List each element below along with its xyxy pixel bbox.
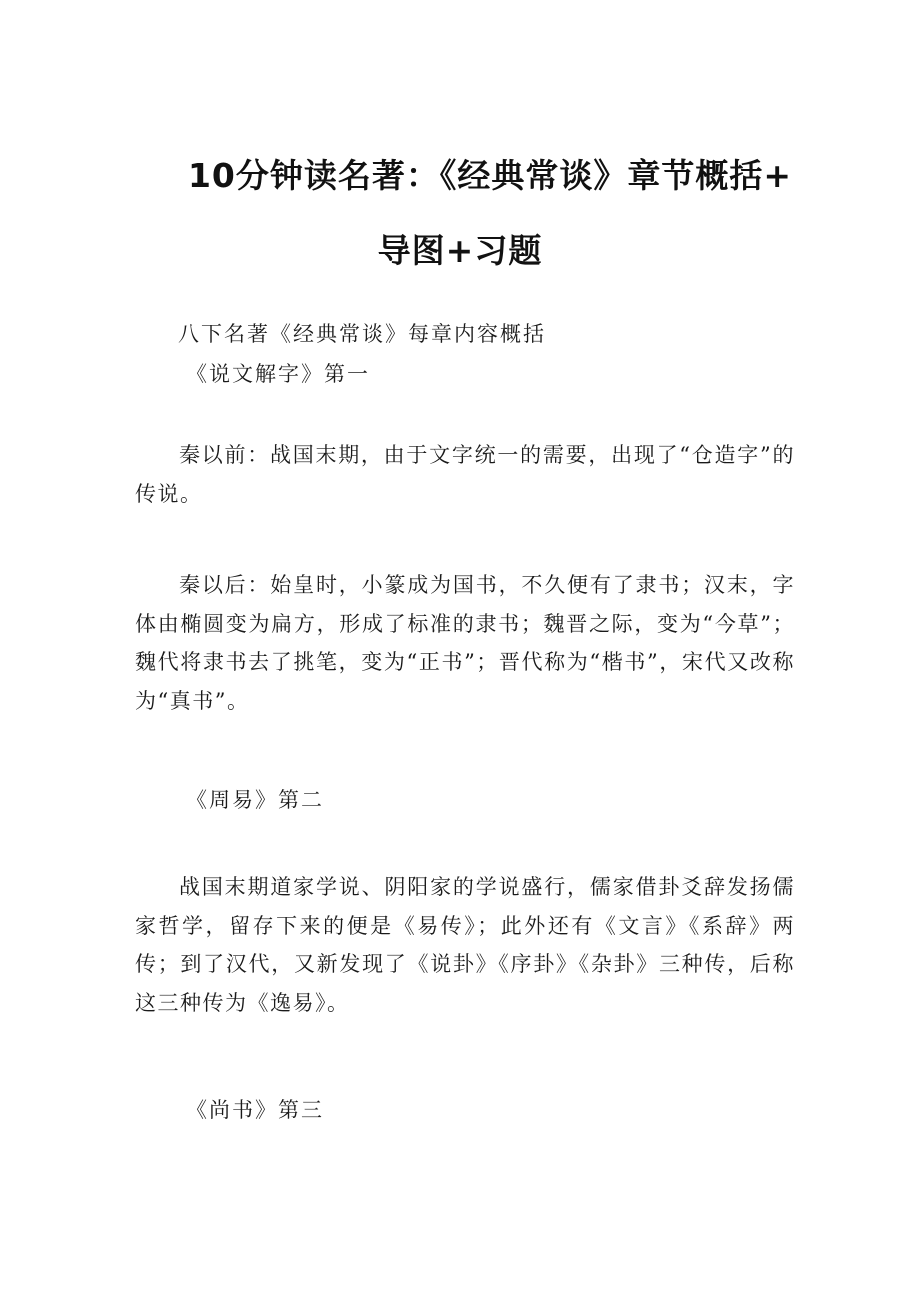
section-heading-shuowen: 《说文解字》第一 [186,362,370,386]
paragraph-shuowen-1: 秦以前：战国末期，由于文字统一的需要，出现了“仓造字”的传说。 [135,443,795,506]
section-heading-shangshu: 《尚书》第三 [186,1098,324,1122]
paragraph-shuowen-2: 秦以后：始皇时，小篆成为国书，不久便有了隶书；汉末，字体由椭圆变为扁方，形成了标准的隶书；魏晋之际，变为“今草”；魏代将隶书去了挑笔，变为“正书”；晋代称为“楷书”，宋代又改称为“真书”。 [135,573,795,713]
document-title-line-2: 导图+习题 [377,231,543,270]
section-heading-zhouyi: 《周易》第二 [186,788,324,812]
intro-text: 八下名著《经典常谈》每章内容概括 [178,322,546,346]
document-title-line-1: 10分钟读名著：《经典常谈》章节概括+ [187,156,793,195]
paragraph-zhouyi-1: 战国末期道家学说、阴阳家的学说盛行，儒家借卦爻辞发扬儒家哲学，留存下来的便是《易传》；此外还有《文言》《系辞》两传；到了汉代，又新发现了《说卦》《序卦》《杂卦》三种传，后称这三种传为《逸易》。 [135,875,795,1015]
